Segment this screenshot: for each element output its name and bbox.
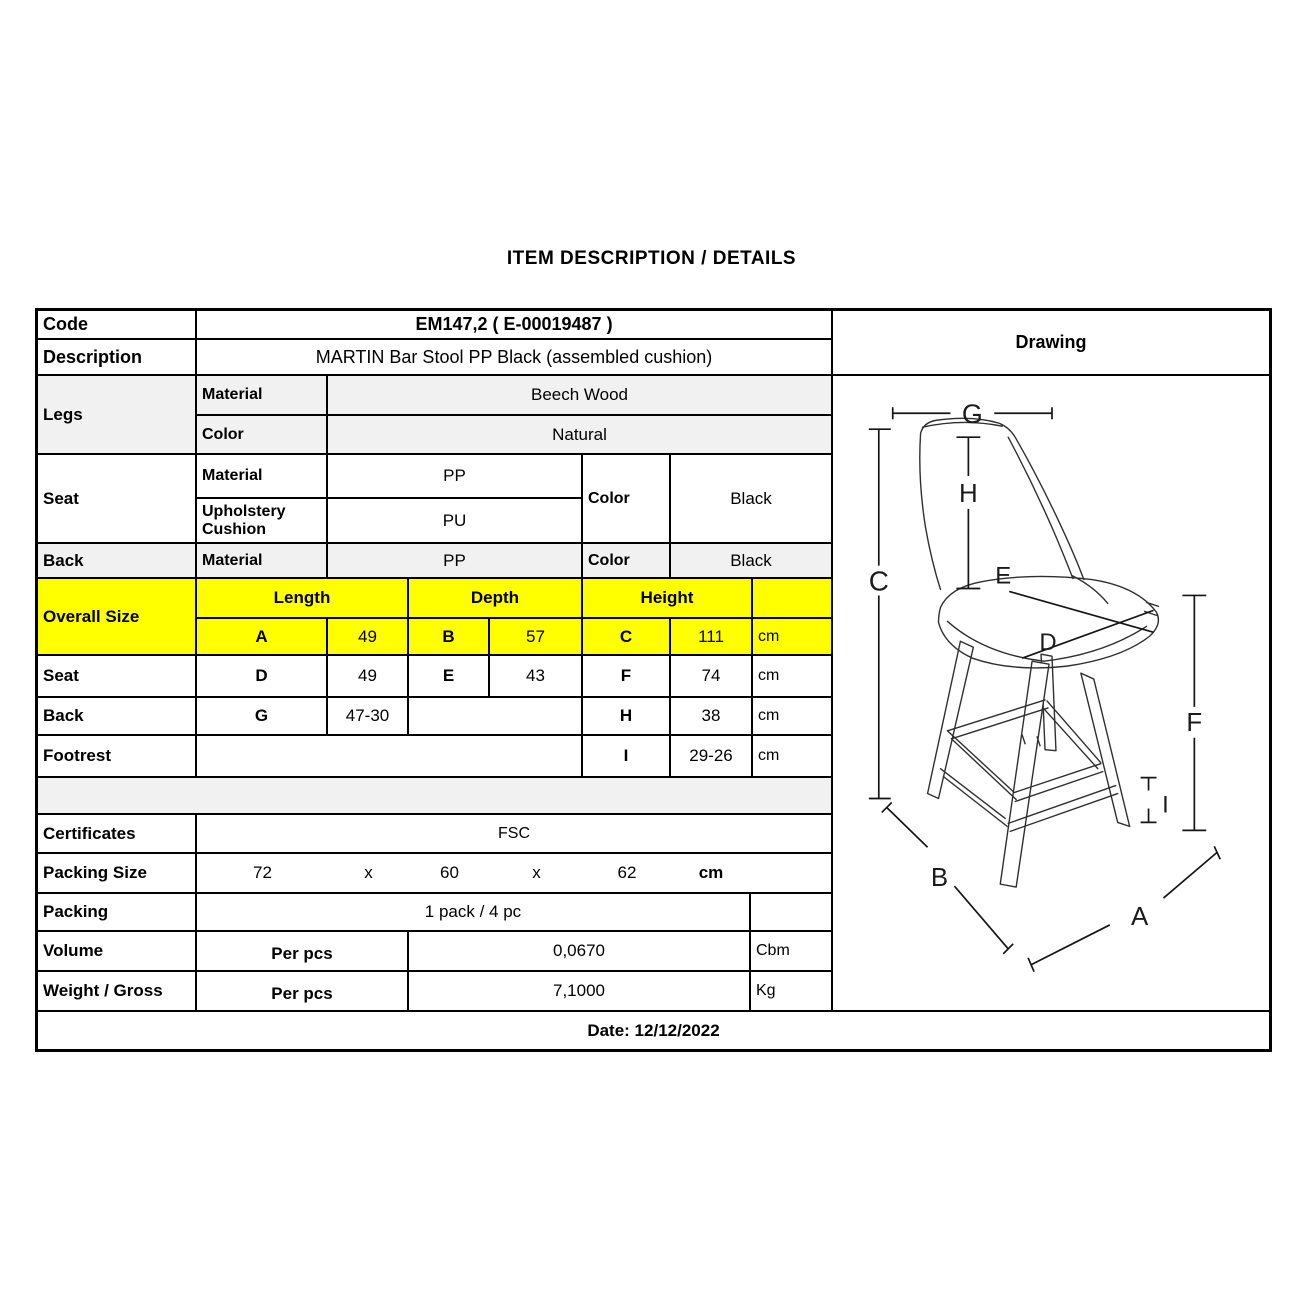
back-dims-empty-cell [408, 697, 582, 735]
dim-label-e: E [995, 562, 1012, 590]
dim-e-letter: E [408, 655, 489, 697]
seat-material-value: PP [327, 454, 582, 498]
dim-b-letter: B [408, 618, 489, 655]
dim-i-value: 29-26 [670, 735, 752, 777]
packing-empty-cell [750, 893, 832, 931]
dim-label-a: A [1130, 902, 1149, 931]
dim-a [1028, 846, 1220, 971]
legs-label: Legs [37, 375, 196, 454]
code-label: Code [37, 310, 196, 339]
seat-color-value: Black [670, 454, 832, 543]
back-material-value: PP [327, 543, 582, 578]
footrest-empty-cell [196, 735, 582, 777]
dim-c-letter: C [582, 618, 670, 655]
dim-c [869, 429, 891, 798]
description-label: Description [37, 339, 196, 375]
seat-dims-label: Seat [37, 655, 196, 697]
code-value: EM147,2 ( E-00019487 ) [196, 310, 832, 339]
dim-h-letter: H [582, 697, 670, 735]
stool-backrest [920, 418, 1108, 603]
dim-label-d: D [1039, 629, 1057, 657]
dim-label-i: I [1162, 791, 1169, 819]
weight-per-pcs: Per pcs [196, 971, 408, 1011]
dim-g-value: 47-30 [327, 697, 408, 735]
dim-label-g: G [961, 399, 983, 430]
packing-size-depth: 60 [440, 863, 459, 882]
dim-d-letter: D [196, 655, 327, 697]
certificates-label: Certificates [37, 814, 196, 853]
seat-dims-unit: cm [752, 655, 832, 697]
volume-per-pcs: Per pcs [196, 931, 408, 971]
dim-line-e [1009, 591, 1153, 632]
page-title: ITEM DESCRIPTION / DETAILS [506, 248, 797, 269]
volume-label: Volume [37, 931, 196, 971]
packing-size-x2: x [532, 863, 541, 882]
dim-b-value: 57 [489, 618, 582, 655]
volume-unit: Cbm [750, 931, 832, 971]
dim-d-value: 49 [327, 655, 408, 697]
dim-label-b: B [930, 864, 949, 893]
volume-value: 0,0670 [408, 931, 750, 971]
stool-left-leg [928, 641, 974, 798]
depth-header: Depth [408, 578, 582, 618]
footrest-label: Footrest [37, 735, 196, 777]
back-label: Back [37, 543, 196, 578]
packing-size-label: Packing Size [37, 853, 196, 893]
dim-a-value: 49 [327, 618, 408, 655]
back-material-label: Material [196, 543, 327, 578]
dim-f-letter: F [582, 655, 670, 697]
footrest-rail-front-left [947, 731, 1016, 800]
dim-h [956, 437, 980, 588]
legs-color-label: Color [196, 415, 327, 454]
drawing-header: Drawing [832, 310, 1270, 375]
length-header: Length [196, 578, 408, 618]
legs-material-label: Material [196, 375, 327, 415]
weight-value: 7,1000 [408, 971, 750, 1011]
packing-value: 1 pack / 4 pc [196, 893, 750, 931]
date-row: Date: 12/12/2022 [37, 1011, 1270, 1050]
footrest-unit: cm [752, 735, 832, 777]
dim-i [1141, 778, 1169, 823]
dim-f-value: 74 [670, 655, 752, 697]
overall-unit: cm [752, 618, 832, 655]
packing-size-length: 72 [253, 863, 272, 882]
packing-size-value [196, 853, 832, 893]
dim-i-letter: I [582, 735, 670, 777]
dim-a-letter: A [196, 618, 327, 655]
overall-size-label: Overall Size [37, 578, 196, 655]
back-dims-label: Back [37, 697, 196, 735]
drawing-area [832, 375, 1270, 1011]
stool-front-leg [1000, 661, 1049, 887]
weight-label: Weight / Gross [37, 971, 196, 1011]
description-value: MARTIN Bar Stool PP Black (assembled cushion) [196, 339, 832, 375]
packing-size-unit: cm [698, 863, 724, 882]
dim-e-value: 43 [489, 655, 582, 697]
seat-label: Seat [37, 454, 196, 543]
dim-label-f: F [1186, 708, 1203, 737]
certificates-value: FSC [196, 814, 832, 853]
packing-size-x1: x [364, 863, 373, 882]
dim-g [893, 399, 1052, 429]
dim-f [1182, 595, 1206, 830]
dim-b [882, 802, 1013, 953]
packing-label: Packing [37, 893, 196, 931]
dim-c-value: 111 [670, 618, 752, 655]
seat-color-label: Color [582, 454, 670, 543]
dim-label-h: H [959, 479, 978, 508]
back-color-label: Color [582, 543, 670, 578]
dim-g-letter: G [196, 697, 327, 735]
seat-upholstery-value: PU [327, 498, 582, 543]
back-dims-unit: cm [752, 697, 832, 735]
seat-material-label: Material [196, 454, 327, 498]
spec-table [35, 308, 1272, 1052]
overall-header-empty-cell [752, 578, 832, 618]
stool-drawing [833, 376, 1269, 1010]
height-header: Height [582, 578, 752, 618]
legs-color-value: Natural [327, 415, 832, 454]
seat-upholstery-label: Upholstery Cushion [196, 498, 327, 543]
dim-h-value: 38 [670, 697, 752, 735]
spacer-row [37, 777, 832, 814]
packing-size-height: 62 [617, 863, 637, 882]
back-color-value: Black [670, 543, 832, 578]
dim-label-c: C [868, 565, 889, 597]
legs-material-value: Beech Wood [327, 375, 832, 415]
weight-unit: Kg [750, 971, 832, 1011]
